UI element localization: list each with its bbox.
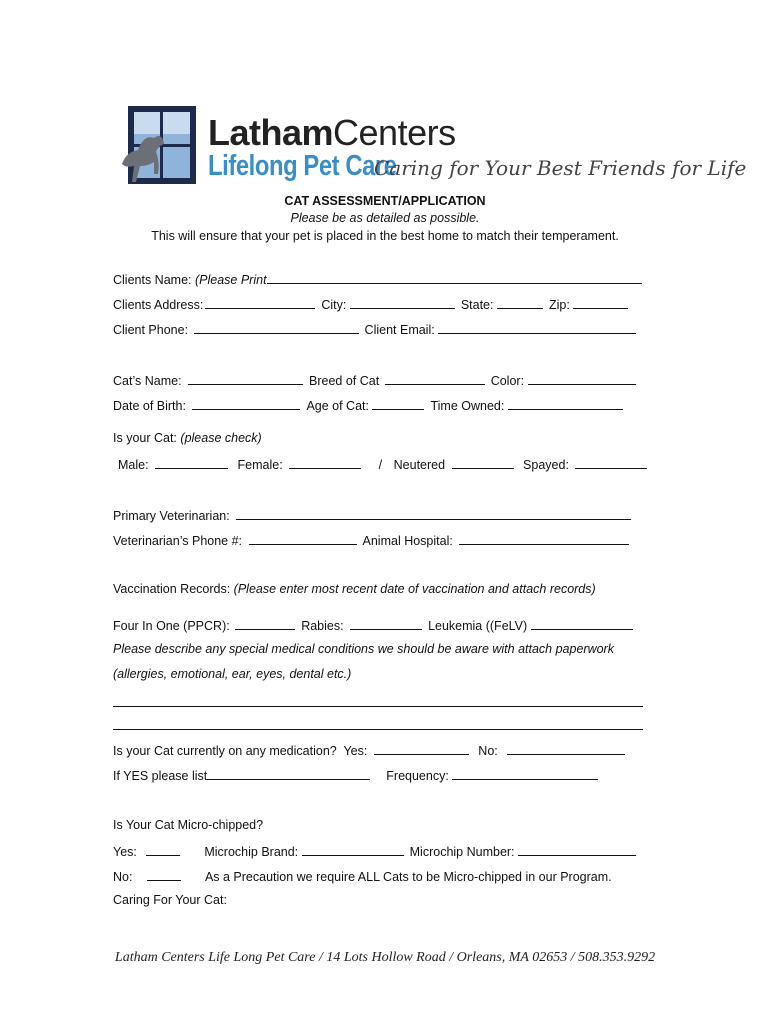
spayed-label: Spayed: [523, 458, 569, 472]
vaccines-row [113, 617, 639, 633]
brand-title [208, 112, 456, 154]
frequency-field[interactable] [452, 767, 598, 780]
male-field[interactable] [155, 456, 228, 469]
zip-field[interactable] [573, 296, 628, 309]
client-phone-row [113, 321, 642, 337]
brand-subtitle: Lifelong Pet Care [208, 150, 397, 182]
is-your-cat-row [113, 431, 262, 445]
clients-address-row [113, 296, 634, 312]
neutered-field[interactable] [452, 456, 514, 469]
leukemia-field[interactable] [531, 617, 633, 630]
vacc-hint: (Please enter most recent date of vaccination and attach records) [233, 582, 596, 596]
breed-field[interactable] [385, 372, 485, 385]
leukemia-label: Leukemia ((FeLV) [428, 619, 528, 633]
cats-name-field[interactable] [188, 372, 303, 385]
microchip-yes-field[interactable] [146, 843, 180, 856]
time-owned-field[interactable] [508, 397, 623, 410]
rabies-field[interactable] [350, 617, 422, 630]
medication-yes-field[interactable] [374, 742, 469, 755]
animal-hospital-label: Animal Hospital: [362, 534, 453, 548]
medical-hint-2: (allergies, emotional, ear, eyes, dental etc.) [113, 667, 352, 681]
zip-label: Zip: [548, 298, 570, 312]
color-label: Color: [490, 374, 525, 388]
is-your-cat-label: Is your Cat: [113, 431, 177, 445]
medication-no-field[interactable] [507, 742, 625, 755]
clients-address-label: Clients Address: [113, 298, 204, 312]
client-email-field[interactable] [438, 321, 636, 334]
female-field[interactable] [289, 456, 361, 469]
city-field[interactable] [350, 296, 455, 309]
female-label: Female: [237, 458, 283, 472]
primary-vet-label: Primary Veterinarian: [113, 509, 230, 523]
microchip-no-row [113, 868, 612, 884]
dob-field[interactable] [192, 397, 300, 410]
state-label: State: [460, 298, 494, 312]
brand-title-bold: Latham [208, 112, 334, 153]
brand-tagline: Caring for Your Best Friends for Life [374, 156, 747, 180]
form-title: CAT ASSESSMENT/APPLICATION [284, 194, 486, 208]
ppcr-label: Four In One (PPCR): [113, 619, 230, 633]
microchip-no-label: No: [113, 870, 133, 884]
logo-dog-window [118, 104, 198, 188]
microchip-number-label: Microchip Number: [409, 845, 515, 859]
microchip-yes-row [113, 843, 642, 859]
client-phone-label: Client Phone: [113, 323, 189, 337]
rabies-label: Rabies: [301, 619, 344, 633]
color-field[interactable] [528, 372, 636, 385]
cats-name-label: Cat’s Name: [113, 374, 182, 388]
clients-name-label: Clients Name: [113, 273, 192, 287]
please-check-hint: (please check) [180, 431, 262, 445]
client-phone-field[interactable] [194, 321, 359, 334]
sex-row [118, 456, 653, 472]
vet-phone-label: Veterinarian’s Phone #: [113, 534, 243, 548]
medication-row [113, 742, 631, 758]
microchip-no-field[interactable] [147, 868, 181, 881]
brand-title-rest: Centers [333, 112, 456, 153]
male-label: Male: [118, 458, 149, 472]
form-intro: This will ensure that your pet is placed in the best home to match their temperament. [151, 229, 619, 243]
microchip-question: Is Your Cat Micro-chipped? [113, 818, 264, 832]
microchip-brand-field[interactable] [302, 843, 404, 856]
slash-separator: / [378, 458, 383, 472]
neutered-label: Neutered [393, 458, 446, 472]
medical-hint-1: Please describe any special medical conditions we should be aware with attach paperwork [113, 642, 614, 656]
precaution-text: As a Precaution we require ALL Cats to be Micro-chipped in our Program. [204, 870, 612, 884]
age-field[interactable] [372, 397, 424, 410]
vacc-row [113, 582, 596, 596]
caring-label: Caring For Your Cat: [113, 893, 227, 907]
clients-name-hint: (Please Print [194, 273, 267, 287]
medication-list-field[interactable] [207, 767, 370, 780]
dob-row [113, 397, 629, 413]
form-subtitle: Please be as detailed as possible. [290, 211, 480, 225]
if-yes-row [113, 767, 604, 783]
primary-vet-row [113, 507, 637, 523]
vacc-label: Vaccination Records: [113, 582, 231, 596]
medical-line-2[interactable] [113, 728, 643, 730]
vet-phone-row [113, 532, 635, 548]
footer-address: Latham Centers Life Long Pet Care / 14 Lots Hollow Road / Orleans, MA 02653 / 508.353.9292 [114, 950, 656, 965]
state-field[interactable] [497, 296, 543, 309]
frequency-label: Frequency: [386, 769, 449, 783]
clients-name-field[interactable] [267, 271, 642, 284]
medication-yes-label: Yes: [343, 744, 368, 758]
city-label: City: [321, 298, 347, 312]
client-email-label: Client Email: [364, 323, 435, 337]
medication-no-label: No: [478, 744, 498, 758]
vet-phone-field[interactable] [249, 532, 357, 545]
time-owned-label: Time Owned: [430, 399, 505, 413]
microchip-yes-label: Yes: [113, 845, 137, 859]
age-label: Age of Cat: [306, 399, 369, 413]
clients-address-field[interactable] [205, 296, 315, 309]
breed-label: Breed of Cat [309, 374, 380, 388]
dob-label: Date of Birth: [113, 399, 186, 413]
cat-name-row [113, 372, 642, 388]
if-yes-label: If YES please list [113, 769, 208, 783]
primary-vet-field[interactable] [236, 507, 631, 520]
medical-line-1[interactable] [113, 705, 643, 707]
animal-hospital-field[interactable] [459, 532, 629, 545]
microchip-number-field[interactable] [518, 843, 636, 856]
medication-question: Is your Cat currently on any medication? [113, 744, 337, 758]
ppcr-field[interactable] [235, 617, 295, 630]
clients-name-row [113, 271, 648, 287]
spayed-field[interactable] [575, 456, 647, 469]
microchip-brand-label: Microchip Brand: [204, 845, 299, 859]
